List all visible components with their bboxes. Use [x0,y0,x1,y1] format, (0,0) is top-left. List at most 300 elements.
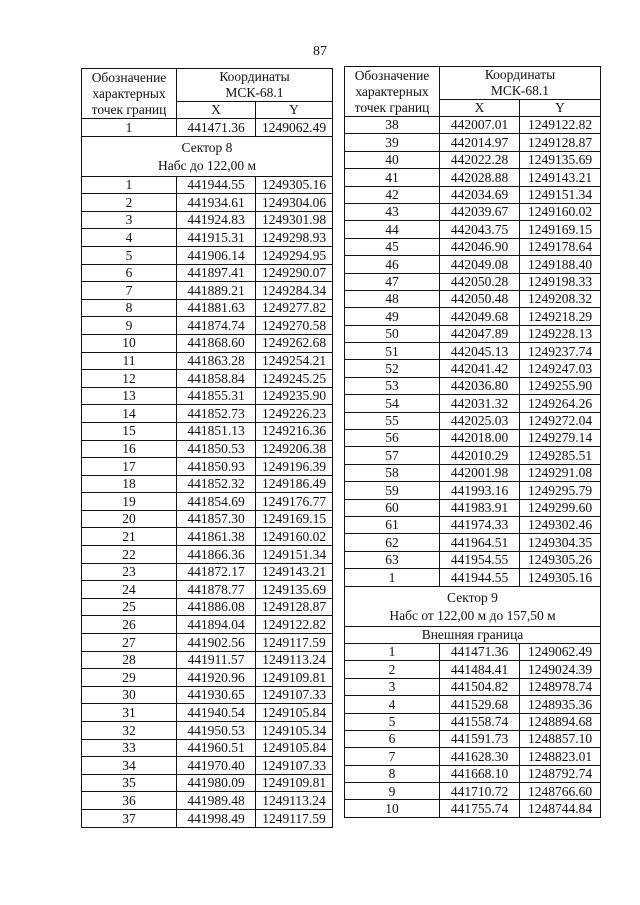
y-coordinate: 1249290.07 [256,264,333,282]
table-row [82,334,333,352]
point-number: 52 [345,360,440,377]
x-coordinate: 441858.84 [177,370,256,388]
table-row [345,696,601,713]
x-coordinate: 441924.83 [177,211,256,229]
x-coordinate: 441471.36 [440,643,520,660]
point-number: 43 [345,203,440,220]
x-coordinate: 441852.32 [177,475,256,493]
table-row [82,634,333,652]
y-coordinate: 1249270.58 [256,317,333,335]
table-row [82,757,333,775]
table-row [345,447,601,464]
y-coordinate: 1248766.60 [520,783,601,800]
y-coordinate: 1249295.79 [520,482,601,499]
y-coordinate: 1249186.49 [256,475,333,493]
x-coordinate: 441944.55 [177,176,256,194]
table-row [82,616,333,634]
point-number: 27 [82,634,177,652]
table-row [345,551,601,568]
y-coordinate: 1249105.84 [256,704,333,722]
y-coordinate: 1249178.64 [520,238,601,255]
x-coordinate: 441954.55 [440,551,520,568]
point-number: 9 [82,317,177,335]
x-coordinate: 441980.09 [177,774,256,792]
point-number: 26 [82,616,177,634]
table-row [345,569,601,586]
point-number: 30 [82,686,177,704]
table-row [345,534,601,551]
table-row [82,669,333,687]
coordinates-table-left [81,68,333,828]
point-number: 1 [345,569,440,586]
x-coordinate: 442031.32 [440,395,520,412]
point-number: 3 [345,678,440,695]
y-coordinate: 1249291.08 [520,464,601,481]
y-coordinate: 1249024.39 [520,661,601,678]
coordinates-header: Координаты МСК-68.1 [177,69,333,102]
x-coordinate: 441710.72 [440,783,520,800]
x-coordinate: 441970.40 [177,757,256,775]
y-coordinate: 1249107.33 [256,757,333,775]
point-number: 28 [82,651,177,669]
point-number: 56 [345,430,440,447]
y-coordinate: 1248857.10 [520,730,601,747]
table-row [345,412,601,429]
sector-title: Сектор 8 [181,139,233,155]
table-row [82,581,333,599]
point-number: 2 [82,194,177,212]
table-row [345,238,601,255]
table-row [82,229,333,247]
x-coordinate: 441874.74 [177,317,256,335]
x-coordinate: 441855.31 [177,387,256,405]
x-coordinate: 442028.88 [440,169,520,186]
point-number: 33 [82,739,177,757]
boundary-label-row [345,626,601,643]
x-coordinate: 441628.30 [440,748,520,765]
x-coordinate: 441920.96 [177,669,256,687]
y-coordinate: 1249277.82 [256,299,333,317]
y-coordinate: 1249302.46 [520,516,601,533]
x-coordinate: 441471.36 [177,119,256,137]
x-coordinate: 441866.36 [177,546,256,564]
point-number: 41 [345,169,440,186]
x-coordinate: 441529.68 [440,696,520,713]
x-coordinate: 441960.51 [177,739,256,757]
point-number: 25 [82,598,177,616]
table-row [345,377,601,394]
x-coordinate: 441889.21 [177,282,256,300]
y-coordinate: 1249305.26 [520,551,601,568]
table-row [345,499,601,516]
point-number: 4 [82,229,177,247]
point-number: 58 [345,464,440,481]
table-row [345,325,601,342]
x-coordinate: 441906.14 [177,246,256,264]
x-coordinate: 441894.04 [177,616,256,634]
point-number: 57 [345,447,440,464]
table-row [82,722,333,740]
x-coordinate: 442050.48 [440,290,520,307]
y-coordinate: 1249272.04 [520,412,601,429]
y-coordinate: 1249284.34 [256,282,333,300]
point-number: 5 [345,713,440,730]
point-number: 6 [82,264,177,282]
point-number: 62 [345,534,440,551]
table-row [82,119,333,137]
point-number: 1 [345,643,440,660]
x-coordinate: 441850.93 [177,458,256,476]
point-designation-header: Обозначение характерных точек границ [82,69,177,119]
point-number: 8 [345,765,440,782]
x-coordinate: 441755.74 [440,800,520,817]
y-coordinate: 1249226.23 [256,405,333,423]
table-row [345,395,601,412]
point-number: 4 [345,696,440,713]
x-coordinate: 441668.10 [440,765,520,782]
x-coordinate: 441964.51 [440,534,520,551]
y-coordinate: 1249122.82 [256,616,333,634]
point-number: 34 [82,757,177,775]
table-row [345,783,601,800]
point-number: 6 [345,730,440,747]
y-coordinate: 1249105.84 [256,739,333,757]
point-number: 23 [82,563,177,581]
y-coordinate: 1249135.69 [256,581,333,599]
table-row [82,317,333,335]
y-coordinate: 1249254.21 [256,352,333,370]
y-coordinate: 1249151.34 [256,546,333,564]
table-row [82,246,333,264]
table-row [82,352,333,370]
table-row [82,546,333,564]
y-coordinate: 1249160.02 [520,203,601,220]
x-coordinate: 441861.38 [177,528,256,546]
y-coordinate: 1249143.21 [520,169,601,186]
y-header: Y [256,102,333,119]
y-coordinate: 1248894.68 [520,713,601,730]
table-row [345,221,601,238]
point-number: 63 [345,551,440,568]
table-row [82,194,333,212]
x-coordinate: 442018.00 [440,430,520,447]
point-number: 1 [82,176,177,194]
point-number: 55 [345,412,440,429]
table-row [82,598,333,616]
point-number: 10 [345,800,440,817]
table-row [82,704,333,722]
table-row [82,774,333,792]
table-row [345,290,601,307]
y-coordinate: 1249304.06 [256,194,333,212]
point-number: 42 [345,186,440,203]
sector-subtitle: Набс до 122,00 м [157,157,256,173]
point-number: 14 [82,405,177,423]
point-designation-header: Обозначение характерных точек границ [345,67,440,117]
y-coordinate: 1249117.59 [256,634,333,652]
y-coordinate: 1248935.36 [520,696,601,713]
x-coordinate: 441902.56 [177,634,256,652]
y-coordinate: 1249062.49 [256,119,333,137]
x-coordinate: 441989.48 [177,792,256,810]
x-coordinate: 441881.63 [177,299,256,317]
page-number: 87 [313,44,327,59]
point-number: 16 [82,440,177,458]
point-number: 20 [82,510,177,528]
table-row [345,464,601,481]
y-coordinate: 1249304.35 [520,534,601,551]
x-coordinate: 441878.77 [177,581,256,599]
y-coordinate: 1249206.38 [256,440,333,458]
x-header: X [177,102,256,119]
y-coordinate: 1249285.51 [520,447,601,464]
x-coordinate: 441854.69 [177,493,256,511]
sector-title: Сектор 9 [447,589,498,605]
x-coordinate: 441863.28 [177,352,256,370]
y-coordinate: 1249113.24 [256,651,333,669]
point-number: 3 [82,211,177,229]
point-number: 53 [345,377,440,394]
table-row [82,458,333,476]
coordinates-header: Координаты МСК-68.1 [440,67,601,100]
y-coordinate: 1248978.74 [520,678,601,695]
x-coordinate: 441944.55 [440,569,520,586]
y-coordinate: 1249235.90 [256,387,333,405]
y-coordinate: 1249128.87 [520,134,601,151]
x-coordinate: 442014.97 [440,134,520,151]
y-coordinate: 1249196.39 [256,458,333,476]
x-coordinate: 441911.57 [177,651,256,669]
x-coordinate: 442039.67 [440,203,520,220]
y-coordinate: 1249151.34 [520,186,601,203]
table-row [345,482,601,499]
x-coordinate: 441872.17 [177,563,256,581]
x-header: X [440,100,520,117]
point-number: 46 [345,256,440,273]
sector-header [82,136,333,176]
table-row [82,809,333,827]
point-number: 31 [82,704,177,722]
y-coordinate: 1249122.82 [520,117,601,134]
x-coordinate: 442045.13 [440,343,520,360]
point-number: 48 [345,290,440,307]
point-number: 12 [82,370,177,388]
table-row [345,661,601,678]
point-number: 35 [82,774,177,792]
x-coordinate: 442041.42 [440,360,520,377]
x-coordinate: 441950.53 [177,722,256,740]
table-row [345,256,601,273]
y-coordinate: 1249298.93 [256,229,333,247]
y-coordinate: 1249262.68 [256,334,333,352]
point-number: 10 [82,334,177,352]
point-number: 61 [345,516,440,533]
x-coordinate: 442036.80 [440,377,520,394]
point-number: 49 [345,308,440,325]
point-number: 22 [82,546,177,564]
y-coordinate: 1249305.16 [256,176,333,194]
y-coordinate: 1249198.33 [520,273,601,290]
y-coordinate: 1249208.32 [520,290,601,307]
table-row [82,563,333,581]
point-number: 7 [82,282,177,300]
y-coordinate: 1249109.81 [256,774,333,792]
x-coordinate: 441998.49 [177,809,256,827]
y-coordinate: 1249128.87 [256,598,333,616]
x-coordinate: 442034.69 [440,186,520,203]
y-coordinate: 1249299.60 [520,499,601,516]
table-row [82,739,333,757]
table-row [345,730,601,747]
y-coordinate: 1249135.69 [520,151,601,168]
table-row [82,686,333,704]
x-coordinate: 441897.41 [177,264,256,282]
point-number: 40 [345,151,440,168]
table-row [345,186,601,203]
point-number: 50 [345,325,440,342]
y-coordinate: 1249107.33 [256,686,333,704]
y-coordinate: 1249237.74 [520,343,601,360]
table-row [345,430,601,447]
x-coordinate: 441915.31 [177,229,256,247]
table-row [82,282,333,300]
x-coordinate: 442046.90 [440,238,520,255]
y-coordinate: 1248823.01 [520,748,601,765]
table-row [82,370,333,388]
table-row [82,475,333,493]
y-coordinate: 1249218.29 [520,308,601,325]
point-number: 15 [82,422,177,440]
table-row [82,792,333,810]
x-coordinate: 441850.53 [177,440,256,458]
y-coordinate: 1249216.36 [256,422,333,440]
point-number: 21 [82,528,177,546]
table-row [345,516,601,533]
point-number: 36 [82,792,177,810]
sector-header [345,586,601,626]
point-number: 38 [345,117,440,134]
y-coordinate: 1249143.21 [256,563,333,581]
x-coordinate: 442049.08 [440,256,520,273]
table-row [345,134,601,151]
table-row [345,800,601,817]
x-coordinate: 441930.65 [177,686,256,704]
table-row [345,203,601,220]
x-coordinate: 442050.28 [440,273,520,290]
y-header: Y [520,100,601,117]
table-row [345,273,601,290]
y-coordinate: 1249301.98 [256,211,333,229]
y-coordinate: 1249169.15 [520,221,601,238]
x-coordinate: 441940.54 [177,704,256,722]
table-row [345,360,601,377]
point-number: 60 [345,499,440,516]
sector-subtitle: Набс от 122,00 м до 157,50 м [389,607,556,623]
table-row [345,643,601,660]
point-number: 29 [82,669,177,687]
y-coordinate: 1249255.90 [520,377,601,394]
y-coordinate: 1249264.26 [520,395,601,412]
point-number: 19 [82,493,177,511]
point-number: 11 [82,352,177,370]
point-number: 51 [345,343,440,360]
x-coordinate: 441851.13 [177,422,256,440]
boundary-label: Внешняя граница [345,626,601,643]
x-coordinate: 441591.73 [440,730,520,747]
y-coordinate: 1249117.59 [256,809,333,827]
table-row [82,510,333,528]
y-coordinate: 1249113.24 [256,792,333,810]
x-coordinate: 442022.28 [440,151,520,168]
point-number: 24 [82,581,177,599]
y-coordinate: 1249294.95 [256,246,333,264]
table-row [345,343,601,360]
y-coordinate: 1249109.81 [256,669,333,687]
point-number: 7 [345,748,440,765]
point-number: 54 [345,395,440,412]
x-coordinate: 441558.74 [440,713,520,730]
x-coordinate: 441484.41 [440,661,520,678]
table-row [82,528,333,546]
x-coordinate: 441857.30 [177,510,256,528]
table-row [82,651,333,669]
point-number: 2 [345,661,440,678]
y-coordinate: 1249169.15 [256,510,333,528]
y-coordinate: 1249188.40 [520,256,601,273]
y-coordinate: 1248792.74 [520,765,601,782]
point-number: 32 [82,722,177,740]
point-number: 59 [345,482,440,499]
x-coordinate: 442025.03 [440,412,520,429]
point-number: 8 [82,299,177,317]
table-row [345,713,601,730]
point-number: 5 [82,246,177,264]
y-coordinate: 1249305.16 [520,569,601,586]
x-coordinate: 441852.73 [177,405,256,423]
point-number: 39 [345,134,440,151]
y-coordinate: 1249160.02 [256,528,333,546]
x-coordinate: 441886.08 [177,598,256,616]
y-coordinate: 1248744.84 [520,800,601,817]
point-number: 47 [345,273,440,290]
table-row [82,211,333,229]
x-coordinate: 441868.60 [177,334,256,352]
y-coordinate: 1249176.77 [256,493,333,511]
point-number: 45 [345,238,440,255]
x-coordinate: 442007.01 [440,117,520,134]
x-coordinate: 441983.91 [440,499,520,516]
table-row [345,151,601,168]
y-coordinate: 1249105.34 [256,722,333,740]
x-coordinate: 442049.68 [440,308,520,325]
table-row [345,308,601,325]
y-coordinate: 1249245.25 [256,370,333,388]
table-row [82,264,333,282]
table-row [82,299,333,317]
y-coordinate: 1249062.49 [520,643,601,660]
table-row [345,748,601,765]
table-row [82,422,333,440]
table-row [345,765,601,782]
x-coordinate: 441974.33 [440,516,520,533]
point-number: 9 [345,783,440,800]
table-row [82,493,333,511]
y-coordinate: 1249228.13 [520,325,601,342]
point-number: 13 [82,387,177,405]
point-number: 18 [82,475,177,493]
x-coordinate: 442010.29 [440,447,520,464]
x-coordinate: 442047.89 [440,325,520,342]
